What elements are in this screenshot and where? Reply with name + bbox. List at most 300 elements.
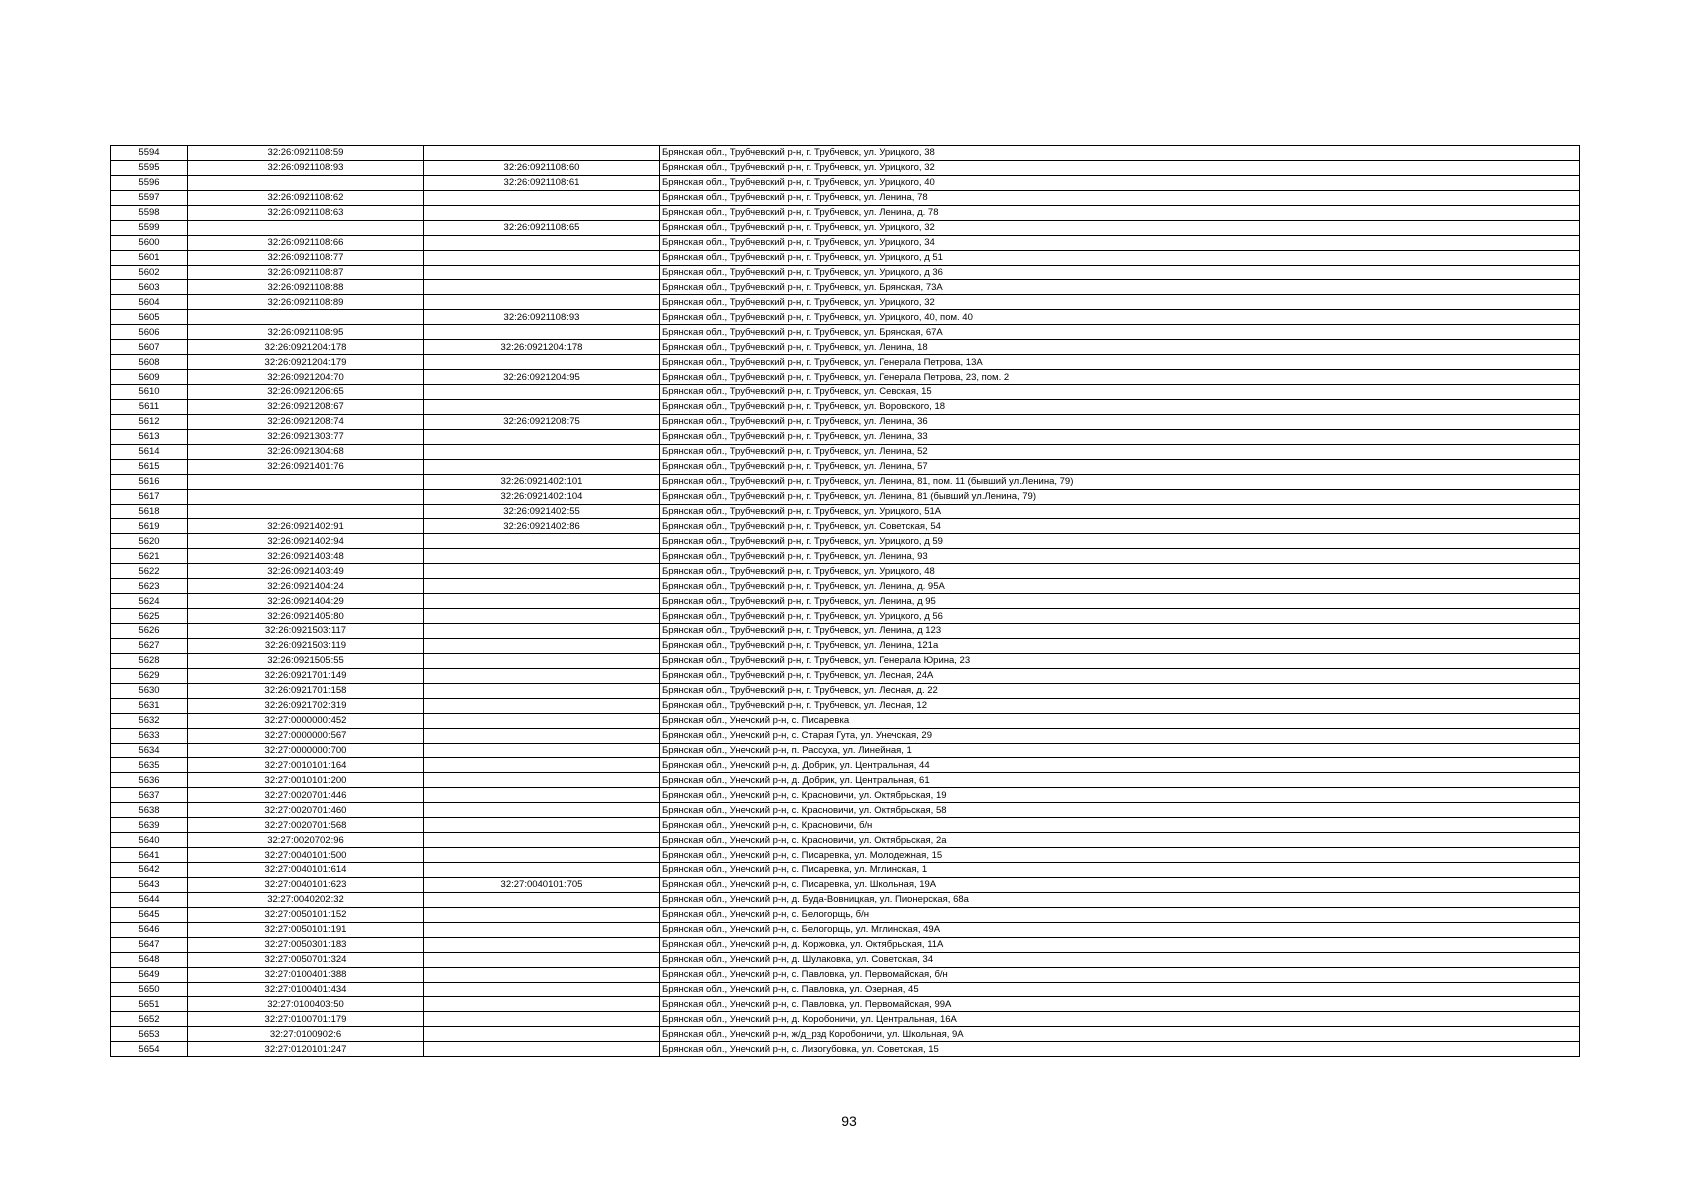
cadastral-number-cell: 32:27:0020701:446 <box>188 788 424 803</box>
related-cadastral-number-cell <box>424 250 660 265</box>
related-cadastral-number-cell <box>424 713 660 728</box>
row-number-cell: 5616 <box>111 474 188 489</box>
related-cadastral-number-cell <box>424 668 660 683</box>
cadastral-number-cell: 32:26:0921108:62 <box>188 190 424 205</box>
table-row <box>111 982 1580 997</box>
related-cadastral-number-cell <box>424 609 660 624</box>
cadastral-number-cell: 32:26:0921403:48 <box>188 549 424 564</box>
cadastral-number-cell: 32:26:0921404:29 <box>188 594 424 609</box>
cadastral-number-cell: 32:26:0921702:319 <box>188 698 424 713</box>
cadastral-number-cell: 32:27:0040101:623 <box>188 877 424 892</box>
address-cell: Брянская обл., Трубчевский р-н, г. Трубчевск, ул. Ленина, д. 95А <box>660 579 1580 594</box>
table-row <box>111 728 1580 743</box>
related-cadastral-number-cell: 32:26:0921402:55 <box>424 504 660 519</box>
row-number-cell: 5652 <box>111 1012 188 1027</box>
cadastral-number-cell: 32:27:0050701:324 <box>188 952 424 967</box>
address-cell: Брянская обл., Унечский р-н, д. Шулаковка, ул. Советская, 34 <box>660 952 1580 967</box>
address-cell: Брянская обл., Трубчевский р-н, г. Трубчевск, ул. Урицкого, 48 <box>660 564 1580 579</box>
cadastral-number-cell: 32:26:0921402:94 <box>188 534 424 549</box>
address-cell: Брянская обл., Унечский р-н, д. Буда-Вовницкая, ул. Пионерская, 68а <box>660 892 1580 907</box>
table-row <box>111 385 1580 400</box>
row-number-cell: 5620 <box>111 534 188 549</box>
cadastral-number-cell: 32:26:0921108:59 <box>188 146 424 161</box>
related-cadastral-number-cell <box>424 549 660 564</box>
table-row <box>111 295 1580 310</box>
row-number-cell: 5628 <box>111 653 188 668</box>
row-number-cell: 5617 <box>111 489 188 504</box>
cadastral-number-cell: 32:27:0000000:700 <box>188 743 424 758</box>
row-number-cell: 5634 <box>111 743 188 758</box>
cadastral-number-cell: 32:26:0921108:87 <box>188 265 424 280</box>
address-cell: Брянская обл., Унечский р-н, с. Писаревка <box>660 713 1580 728</box>
table-row <box>111 414 1580 429</box>
related-cadastral-number-cell <box>424 235 660 250</box>
table-row <box>111 1012 1580 1027</box>
row-number-cell: 5615 <box>111 459 188 474</box>
address-cell: Брянская обл., Трубчевский р-н, г. Трубчевск, ул. Ленина, 78 <box>660 190 1580 205</box>
address-cell: Брянская обл., Трубчевский р-н, г. Трубчевск, ул. Урицкого, 38 <box>660 146 1580 161</box>
table-row <box>111 579 1580 594</box>
related-cadastral-number-cell <box>424 1012 660 1027</box>
related-cadastral-number-cell <box>424 295 660 310</box>
related-cadastral-number-cell <box>424 579 660 594</box>
address-cell: Брянская обл., Унечский р-н, д. Добрик, ул. Центральная, 61 <box>660 773 1580 788</box>
address-cell: Брянская обл., Трубчевский р-н, г. Трубчевск, ул. Ленина, 93 <box>660 549 1580 564</box>
related-cadastral-number-cell: 32:26:0921208:75 <box>424 414 660 429</box>
cadastral-number-cell: 32:26:0921503:119 <box>188 638 424 653</box>
row-number-cell: 5626 <box>111 624 188 639</box>
table-row <box>111 594 1580 609</box>
address-cell: Брянская обл., Унечский р-н, с. Павловка, ул. Первомайская, б/н <box>660 967 1580 982</box>
cadastral-number-cell <box>188 310 424 325</box>
cadastral-number-cell: 32:26:0921503:117 <box>188 624 424 639</box>
row-number-cell: 5648 <box>111 952 188 967</box>
cadastral-number-cell: 32:26:0921208:67 <box>188 399 424 414</box>
related-cadastral-number-cell <box>424 698 660 713</box>
address-cell: Брянская обл., Унечский р-н, с. Писаревка, ул. Молодежная, 15 <box>660 848 1580 863</box>
table-row <box>111 459 1580 474</box>
cadastral-number-cell: 32:26:0921701:149 <box>188 668 424 683</box>
address-cell: Брянская обл., Трубчевский р-н, г. Трубчевск, ул. Генерала Юрина, 23 <box>660 653 1580 668</box>
row-number-cell: 5632 <box>111 713 188 728</box>
related-cadastral-number-cell <box>424 385 660 400</box>
row-number-cell: 5604 <box>111 295 188 310</box>
cadastral-number-cell: 32:26:0921208:74 <box>188 414 424 429</box>
cadastral-number-cell: 32:26:0921204:179 <box>188 355 424 370</box>
row-number-cell: 5630 <box>111 683 188 698</box>
cadastral-number-cell: 32:27:0050101:152 <box>188 907 424 922</box>
table-row <box>111 250 1580 265</box>
cadastral-number-cell <box>188 220 424 235</box>
address-cell: Брянская обл., Трубчевский р-н, г. Трубчевск, ул. Лесная, 24А <box>660 668 1580 683</box>
row-number-cell: 5618 <box>111 504 188 519</box>
cadastral-number-cell: 32:27:0000000:452 <box>188 713 424 728</box>
related-cadastral-number-cell <box>424 205 660 220</box>
address-cell: Брянская обл., Трубчевский р-н, г. Трубчевск, ул. Ленина, 121а <box>660 638 1580 653</box>
cadastral-number-cell: 32:26:0921108:89 <box>188 295 424 310</box>
table-row <box>111 803 1580 818</box>
address-cell: Брянская обл., Унечский р-н, с. Писаревка, ул. Школьная, 19А <box>660 877 1580 892</box>
related-cadastral-number-cell <box>424 743 660 758</box>
cadastral-number-cell: 32:26:0921108:63 <box>188 205 424 220</box>
address-cell: Брянская обл., Трубчевский р-н, г. Трубчевск, ул. Воровского, 18 <box>660 399 1580 414</box>
address-cell: Брянская обл., Унечский р-н, д. Коробоничи, ул. Центральная, 16А <box>660 1012 1580 1027</box>
row-number-cell: 5633 <box>111 728 188 743</box>
address-cell: Брянская обл., Трубчевский р-н, г. Трубчевск, ул. Лесная, д. 22 <box>660 683 1580 698</box>
related-cadastral-number-cell <box>424 952 660 967</box>
related-cadastral-number-cell: 32:26:0921108:60 <box>424 160 660 175</box>
row-number-cell: 5638 <box>111 803 188 818</box>
related-cadastral-number-cell: 32:27:0040101:705 <box>424 877 660 892</box>
row-number-cell: 5631 <box>111 698 188 713</box>
table-row <box>111 519 1580 534</box>
address-cell: Брянская обл., Трубчевский р-н, г. Трубчевск, ул. Севская, 15 <box>660 385 1580 400</box>
table-row <box>111 564 1580 579</box>
address-cell: Брянская обл., Трубчевский р-н, г. Трубчевск, ул. Урицкого, д 59 <box>660 534 1580 549</box>
cadastral-number-cell: 32:26:0921404:24 <box>188 579 424 594</box>
related-cadastral-number-cell <box>424 922 660 937</box>
related-cadastral-number-cell <box>424 399 660 414</box>
related-cadastral-number-cell <box>424 1027 660 1042</box>
table-row <box>111 818 1580 833</box>
related-cadastral-number-cell <box>424 280 660 295</box>
table-row <box>111 907 1580 922</box>
table-row <box>111 280 1580 295</box>
related-cadastral-number-cell <box>424 624 660 639</box>
related-cadastral-number-cell: 32:26:0921108:93 <box>424 310 660 325</box>
related-cadastral-number-cell <box>424 190 660 205</box>
related-cadastral-number-cell: 32:26:0921402:104 <box>424 489 660 504</box>
related-cadastral-number-cell <box>424 564 660 579</box>
table-row <box>111 848 1580 863</box>
table-row <box>111 444 1580 459</box>
row-number-cell: 5650 <box>111 982 188 997</box>
table-row <box>111 967 1580 982</box>
address-cell: Брянская обл., Трубчевский р-н, г. Трубчевск, ул. Урицкого, 40, пом. 40 <box>660 310 1580 325</box>
address-cell: Брянская обл., Унечский р-н, с. Красновичи, ул. Октябрьская, 2а <box>660 833 1580 848</box>
table-row <box>111 624 1580 639</box>
row-number-cell: 5606 <box>111 325 188 340</box>
table-row <box>111 474 1580 489</box>
row-number-cell: 5639 <box>111 818 188 833</box>
cadastral-number-cell: 32:27:0100701:179 <box>188 1012 424 1027</box>
cadastral-number-cell <box>188 474 424 489</box>
table-row <box>111 1027 1580 1042</box>
table-row <box>111 877 1580 892</box>
row-number-cell: 5599 <box>111 220 188 235</box>
row-number-cell: 5644 <box>111 892 188 907</box>
table-row <box>111 355 1580 370</box>
cadastral-number-cell: 32:27:0020701:460 <box>188 803 424 818</box>
table-row <box>111 773 1580 788</box>
cadastral-number-cell: 32:26:0921701:158 <box>188 683 424 698</box>
cadastral-number-cell: 32:26:0921403:49 <box>188 564 424 579</box>
row-number-cell: 5647 <box>111 937 188 952</box>
table-row <box>111 1042 1580 1057</box>
table-row <box>111 175 1580 190</box>
table-row <box>111 220 1580 235</box>
address-cell: Брянская обл., Трубчевский р-н, г. Трубчевск, ул. Ленина, д 123 <box>660 624 1580 639</box>
row-number-cell: 5623 <box>111 579 188 594</box>
row-number-cell: 5653 <box>111 1027 188 1042</box>
row-number-cell: 5624 <box>111 594 188 609</box>
related-cadastral-number-cell: 32:26:0921402:86 <box>424 519 660 534</box>
table-row <box>111 549 1580 564</box>
address-cell: Брянская обл., Трубчевский р-н, г. Трубчевск, ул. Советская, 54 <box>660 519 1580 534</box>
related-cadastral-number-cell: 32:26:0921108:65 <box>424 220 660 235</box>
table-row <box>111 235 1580 250</box>
table-row <box>111 504 1580 519</box>
cadastral-number-cell <box>188 489 424 504</box>
row-number-cell: 5635 <box>111 758 188 773</box>
row-number-cell: 5596 <box>111 175 188 190</box>
address-cell: Брянская обл., Трубчевский р-н, г. Трубчевск, ул. Ленина, 52 <box>660 444 1580 459</box>
address-cell: Брянская обл., Унечский р-н, с. Красновичи, б/н <box>660 818 1580 833</box>
related-cadastral-number-cell <box>424 638 660 653</box>
address-cell: Брянская обл., Трубчевский р-н, г. Трубчевск, ул. Генерала Петрова, 13А <box>660 355 1580 370</box>
row-number-cell: 5598 <box>111 205 188 220</box>
row-number-cell: 5629 <box>111 668 188 683</box>
cadastral-number-cell: 32:27:0100401:388 <box>188 967 424 982</box>
table-row <box>111 743 1580 758</box>
row-number-cell: 5608 <box>111 355 188 370</box>
table-row <box>111 833 1580 848</box>
address-cell: Брянская обл., Трубчевский р-н, г. Трубчевск, ул. Ленина, 57 <box>660 459 1580 474</box>
cadastral-number-cell: 32:26:0921402:91 <box>188 519 424 534</box>
row-number-cell: 5645 <box>111 907 188 922</box>
row-number-cell: 5637 <box>111 788 188 803</box>
address-cell: Брянская обл., Унечский р-н, д. Добрик, ул. Центральная, 44 <box>660 758 1580 773</box>
table-row <box>111 668 1580 683</box>
row-number-cell: 5614 <box>111 444 188 459</box>
address-cell: Брянская обл., Трубчевский р-н, г. Трубчевск, ул. Урицкого, 32 <box>660 160 1580 175</box>
row-number-cell: 5625 <box>111 609 188 624</box>
address-cell: Брянская обл., Трубчевский р-н, г. Трубчевск, ул. Ленина, 33 <box>660 429 1580 444</box>
row-number-cell: 5621 <box>111 549 188 564</box>
table-row <box>111 399 1580 414</box>
table-row <box>111 325 1580 340</box>
address-cell: Брянская обл., Унечский р-н, ж/д_рзд Коробоничи, ул. Школьная, 9А <box>660 1027 1580 1042</box>
related-cadastral-number-cell <box>424 848 660 863</box>
related-cadastral-number-cell <box>424 355 660 370</box>
row-number-cell: 5603 <box>111 280 188 295</box>
related-cadastral-number-cell <box>424 967 660 982</box>
row-number-cell: 5651 <box>111 997 188 1012</box>
row-number-cell: 5600 <box>111 235 188 250</box>
address-cell: Брянская обл., Унечский р-н, с. Красновичи, ул. Октябрьская, 58 <box>660 803 1580 818</box>
cadastral-number-cell: 32:26:0921304:68 <box>188 444 424 459</box>
row-number-cell: 5643 <box>111 877 188 892</box>
address-cell: Брянская обл., Трубчевский р-н, г. Трубчевск, ул. Ленина, 36 <box>660 414 1580 429</box>
table-row <box>111 863 1580 878</box>
table-row <box>111 698 1580 713</box>
row-number-cell: 5610 <box>111 385 188 400</box>
cadastral-number-cell: 32:26:0921108:93 <box>188 160 424 175</box>
table-row <box>111 190 1580 205</box>
related-cadastral-number-cell <box>424 429 660 444</box>
cadastral-number-cell: 32:27:0040202:32 <box>188 892 424 907</box>
related-cadastral-number-cell <box>424 459 660 474</box>
row-number-cell: 5636 <box>111 773 188 788</box>
related-cadastral-number-cell <box>424 773 660 788</box>
row-number-cell: 5602 <box>111 265 188 280</box>
related-cadastral-number-cell <box>424 937 660 952</box>
address-cell: Брянская обл., Унечский р-н, с. Лизогубовка, ул. Советская, 15 <box>660 1042 1580 1057</box>
row-number-cell: 5597 <box>111 190 188 205</box>
address-cell: Брянская обл., Трубчевский р-н, г. Трубчевск, ул. Урицкого, 32 <box>660 220 1580 235</box>
cadastral-number-cell <box>188 175 424 190</box>
cadastral-number-cell: 32:27:0020701:568 <box>188 818 424 833</box>
table-row <box>111 713 1580 728</box>
cadastral-number-cell: 32:26:0921206:65 <box>188 385 424 400</box>
related-cadastral-number-cell <box>424 803 660 818</box>
address-cell: Брянская обл., Унечский р-н, п. Рассуха, ул. Линейная, 1 <box>660 743 1580 758</box>
row-number-cell: 5612 <box>111 414 188 429</box>
address-cell: Брянская обл., Унечский р-н, с. Белогорщь, ул. Мглинская, 49А <box>660 922 1580 937</box>
table-row <box>111 952 1580 967</box>
cadastral-number-cell: 32:27:0010101:164 <box>188 758 424 773</box>
cadastral-number-cell: 32:27:0020702:96 <box>188 833 424 848</box>
related-cadastral-number-cell <box>424 758 660 773</box>
cadastral-number-cell: 32:27:0000000:567 <box>188 728 424 743</box>
related-cadastral-number-cell <box>424 907 660 922</box>
row-number-cell: 5607 <box>111 340 188 355</box>
related-cadastral-number-cell <box>424 534 660 549</box>
cadastral-number-cell: 32:26:0921401:76 <box>188 459 424 474</box>
cadastral-number-cell: 32:26:0921505:55 <box>188 653 424 668</box>
row-number-cell: 5642 <box>111 863 188 878</box>
table-row <box>111 340 1580 355</box>
row-number-cell: 5595 <box>111 160 188 175</box>
row-number-cell: 5627 <box>111 638 188 653</box>
row-number-cell: 5649 <box>111 967 188 982</box>
address-cell: Брянская обл., Трубчевский р-н, г. Трубчевск, ул. Урицкого, 32 <box>660 295 1580 310</box>
related-cadastral-number-cell <box>424 997 660 1012</box>
row-number-cell: 5640 <box>111 833 188 848</box>
register-table-body <box>111 146 1580 1057</box>
row-number-cell: 5611 <box>111 399 188 414</box>
cadastral-number-cell: 32:26:0921108:66 <box>188 235 424 250</box>
table-row <box>111 489 1580 504</box>
row-number-cell: 5609 <box>111 370 188 385</box>
cadastral-number-cell <box>188 504 424 519</box>
address-cell: Брянская обл., Трубчевский р-н, г. Трубчевск, ул. Урицкого, д 51 <box>660 250 1580 265</box>
table-row <box>111 370 1580 385</box>
related-cadastral-number-cell <box>424 265 660 280</box>
related-cadastral-number-cell <box>424 146 660 161</box>
cadastral-number-cell: 32:26:0921108:95 <box>188 325 424 340</box>
table-row <box>111 892 1580 907</box>
cadastral-number-cell: 32:27:0050101:191 <box>188 922 424 937</box>
row-number-cell: 5601 <box>111 250 188 265</box>
related-cadastral-number-cell <box>424 863 660 878</box>
address-cell: Брянская обл., Трубчевский р-н, г. Трубчевск, ул. Ленина, 18 <box>660 340 1580 355</box>
cadastral-number-cell: 32:26:0921108:88 <box>188 280 424 295</box>
table-row <box>111 429 1580 444</box>
row-number-cell: 5619 <box>111 519 188 534</box>
table-row <box>111 205 1580 220</box>
address-cell: Брянская обл., Трубчевский р-н, г. Трубчевск, ул. Генерала Петрова, 23, пом. 2 <box>660 370 1580 385</box>
related-cadastral-number-cell <box>424 728 660 743</box>
address-cell: Брянская обл., Трубчевский р-н, г. Трубчевск, ул. Ленина, д 95 <box>660 594 1580 609</box>
address-cell: Брянская обл., Трубчевский р-н, г. Трубчевск, ул. Ленина, 81, пом. 11 (бывший ул.Ленина, 79) <box>660 474 1580 489</box>
address-cell: Брянская обл., Унечский р-н, с. Красновичи, ул. Октябрьская, 19 <box>660 788 1580 803</box>
table-row <box>111 160 1580 175</box>
related-cadastral-number-cell <box>424 788 660 803</box>
related-cadastral-number-cell <box>424 683 660 698</box>
table-row <box>111 146 1580 161</box>
row-number-cell: 5654 <box>111 1042 188 1057</box>
related-cadastral-number-cell: 32:26:0921108:61 <box>424 175 660 190</box>
related-cadastral-number-cell <box>424 892 660 907</box>
table-row <box>111 638 1580 653</box>
address-cell: Брянская обл., Трубчевский р-н, г. Трубчевск, ул. Ленина, 81 (бывший ул.Ленина, 79) <box>660 489 1580 504</box>
register-table <box>110 145 1580 1057</box>
cadastral-number-cell: 32:26:0921204:178 <box>188 340 424 355</box>
cadastral-number-cell: 32:27:0100403:50 <box>188 997 424 1012</box>
related-cadastral-number-cell: 32:26:0921402:101 <box>424 474 660 489</box>
cadastral-number-cell: 32:26:0921108:77 <box>188 250 424 265</box>
cadastral-number-cell: 32:27:0100401:434 <box>188 982 424 997</box>
related-cadastral-number-cell <box>424 594 660 609</box>
address-cell: Брянская обл., Унечский р-н, с. Павловка, ул. Озерная, 45 <box>660 982 1580 997</box>
related-cadastral-number-cell <box>424 653 660 668</box>
address-cell: Брянская обл., Трубчевский р-н, г. Трубчевск, ул. Урицкого, 40 <box>660 175 1580 190</box>
cadastral-number-cell: 32:27:0040101:500 <box>188 848 424 863</box>
table-row <box>111 683 1580 698</box>
cadastral-number-cell: 32:27:0100902:6 <box>188 1027 424 1042</box>
address-cell: Брянская обл., Унечский р-н, с. Белогорщь, б/н <box>660 907 1580 922</box>
table-row <box>111 653 1580 668</box>
table-row <box>111 937 1580 952</box>
address-cell: Брянская обл., Унечский р-н, д. Коржовка, ул. Октябрьская, 11А <box>660 937 1580 952</box>
cadastral-number-cell: 32:27:0010101:200 <box>188 773 424 788</box>
address-cell: Брянская обл., Трубчевский р-н, г. Трубчевск, ул. Урицкого, д 56 <box>660 609 1580 624</box>
related-cadastral-number-cell <box>424 818 660 833</box>
cadastral-number-cell: 32:27:0120101:247 <box>188 1042 424 1057</box>
related-cadastral-number-cell <box>424 1042 660 1057</box>
page-number: 93 <box>841 1113 857 1129</box>
row-number-cell: 5594 <box>111 146 188 161</box>
related-cadastral-number-cell: 32:26:0921204:178 <box>424 340 660 355</box>
related-cadastral-number-cell: 32:26:0921204:95 <box>424 370 660 385</box>
table-row <box>111 310 1580 325</box>
row-number-cell: 5641 <box>111 848 188 863</box>
table-row <box>111 609 1580 624</box>
row-number-cell: 5622 <box>111 564 188 579</box>
cadastral-number-cell: 32:26:0921204:70 <box>188 370 424 385</box>
table-row <box>111 922 1580 937</box>
row-number-cell: 5605 <box>111 310 188 325</box>
related-cadastral-number-cell <box>424 444 660 459</box>
address-cell: Брянская обл., Трубчевский р-н, г. Трубчевск, ул. Урицкого, 34 <box>660 235 1580 250</box>
address-cell: Брянская обл., Унечский р-н, с. Старая Гута, ул. Унечская, 29 <box>660 728 1580 743</box>
table-row <box>111 534 1580 549</box>
related-cadastral-number-cell <box>424 325 660 340</box>
table-row <box>111 758 1580 773</box>
address-cell: Брянская обл., Трубчевский р-н, г. Трубчевск, ул. Лесная, 12 <box>660 698 1580 713</box>
table-row <box>111 997 1580 1012</box>
address-cell: Брянская обл., Унечский р-н, с. Павловка, ул. Первомайская, 99А <box>660 997 1580 1012</box>
address-cell: Брянская обл., Трубчевский р-н, г. Трубчевск, ул. Ленина, д. 78 <box>660 205 1580 220</box>
cadastral-number-cell: 32:27:0040101:614 <box>188 863 424 878</box>
cadastral-number-cell: 32:27:0050301:183 <box>188 937 424 952</box>
address-cell: Брянская обл., Трубчевский р-н, г. Трубчевск, ул. Брянская, 67А <box>660 325 1580 340</box>
related-cadastral-number-cell <box>424 833 660 848</box>
cadastral-number-cell: 32:26:0921405:80 <box>188 609 424 624</box>
address-cell: Брянская обл., Унечский р-н, с. Писаревка, ул. Мглинская, 1 <box>660 863 1580 878</box>
related-cadastral-number-cell <box>424 982 660 997</box>
